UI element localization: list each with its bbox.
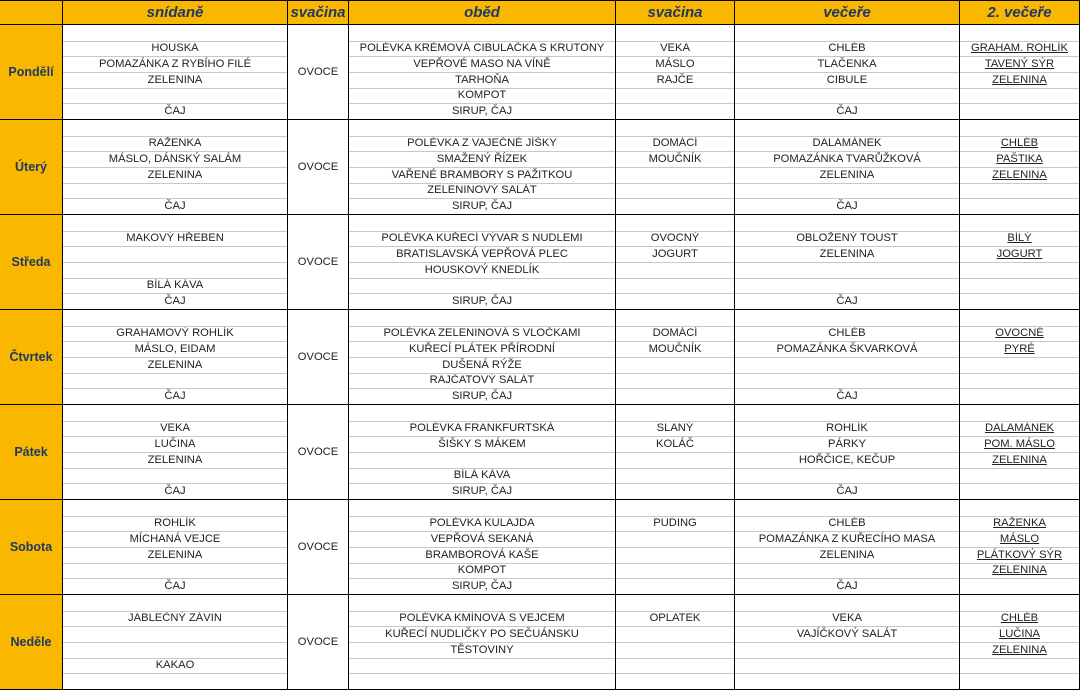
cell-snack-afternoon	[616, 547, 734, 563]
cell-snack-morning: OVOCE	[287, 120, 348, 215]
cell-second-dinner: CHLÉB	[960, 136, 1079, 152]
cell-second-dinner: JOGURT	[960, 246, 1079, 262]
cell-dinner	[735, 500, 959, 516]
cell-snack-afternoon: OPLATEK	[616, 611, 734, 627]
cell-snack-afternoon: KOLÁČ	[616, 436, 734, 452]
cell-second-dinner	[960, 215, 1079, 231]
cell-snack-afternoon: VEKA	[616, 41, 734, 57]
cell-snack-afternoon	[616, 452, 734, 468]
column-snack-afternoon	[615, 215, 734, 310]
cell-lunch: SIRUP, ČAJ	[349, 578, 615, 594]
cell-lunch: VEPŘOVÁ SEKANÁ	[349, 531, 615, 547]
cell-snack-afternoon	[616, 658, 734, 674]
cell-second-dinner: ZELENINA	[960, 642, 1079, 658]
cell-breakfast	[63, 673, 287, 689]
cell-breakfast: VEKA	[63, 421, 287, 437]
cell-snack-afternoon: RAJČE	[616, 72, 734, 88]
cell-lunch: SIRUP, ČAJ	[349, 483, 615, 499]
cell-second-dinner: ZELENINA	[960, 452, 1079, 468]
cell-lunch	[349, 673, 615, 689]
cell-snack-afternoon	[616, 215, 734, 231]
column-breakfast	[62, 500, 287, 595]
cell-snack-afternoon	[616, 278, 734, 294]
cell-second-dinner: OVOCNÉ	[960, 326, 1079, 342]
day-label: Čtvrtek	[0, 310, 62, 405]
column-second-dinner	[959, 595, 1080, 690]
cell-breakfast: ZELENINA	[63, 167, 287, 183]
column-lunch	[348, 120, 615, 215]
cell-breakfast: MÁSLO, DÁNSKÝ SALÁM	[63, 151, 287, 167]
cell-lunch: POLÉVKA Z VAJEČNÉ JÍŠKY	[349, 136, 615, 152]
cell-lunch: DUŠENÁ RÝŽE	[349, 357, 615, 373]
cell-breakfast	[63, 246, 287, 262]
cell-breakfast: ČAJ	[63, 293, 287, 309]
cell-dinner: PÁRKY	[735, 436, 959, 452]
column-snack-afternoon	[615, 405, 734, 500]
cell-snack-morning: OVOCE	[287, 595, 348, 690]
cell-breakfast: ROHLÍK	[63, 516, 287, 532]
cell-second-dinner	[960, 310, 1079, 326]
day-label: Pondělí	[0, 25, 62, 120]
header-lunch: oběd	[348, 0, 615, 25]
cell-second-dinner: LUČINA	[960, 626, 1079, 642]
column-second-dinner	[959, 215, 1080, 310]
cell-second-dinner	[960, 373, 1079, 389]
column-lunch	[348, 215, 615, 310]
cell-snack-afternoon	[616, 595, 734, 611]
header-snack-morning: svačina	[287, 0, 348, 25]
cell-dinner	[735, 310, 959, 326]
cell-dinner: CHLÉB	[735, 41, 959, 57]
cell-dinner: POMAZÁNKA Z KUŘECÍHO MASA	[735, 531, 959, 547]
cell-dinner: CIBULE	[735, 72, 959, 88]
cell-lunch: RAJČATOVÝ SALÁT	[349, 373, 615, 389]
cell-snack-afternoon	[616, 183, 734, 199]
cell-second-dinner: RAŽENKA	[960, 516, 1079, 532]
cell-snack-afternoon: DOMÁCÍ	[616, 326, 734, 342]
cell-breakfast: JABLEČNÝ ZÁVIN	[63, 611, 287, 627]
cell-lunch: KUŘECÍ NUDLIČKY PO SEČUÁNSKU	[349, 626, 615, 642]
cell-snack-afternoon: OVOCNÝ	[616, 231, 734, 247]
cell-snack-afternoon	[616, 293, 734, 309]
column-second-dinner	[959, 120, 1080, 215]
cell-breakfast	[63, 310, 287, 326]
column-dinner	[734, 215, 959, 310]
cell-breakfast	[63, 215, 287, 231]
cell-second-dinner	[960, 468, 1079, 484]
header-breakfast: snídaně	[62, 0, 287, 25]
column-breakfast	[62, 405, 287, 500]
cell-breakfast	[63, 120, 287, 136]
cell-breakfast	[63, 626, 287, 642]
cell-snack-afternoon	[616, 483, 734, 499]
column-snack-afternoon	[615, 500, 734, 595]
cell-snack-afternoon	[616, 673, 734, 689]
column-snack-afternoon	[615, 120, 734, 215]
cell-snack-afternoon	[616, 373, 734, 389]
cell-dinner: VAJÍČKOVÝ SALÁT	[735, 626, 959, 642]
cell-snack-afternoon	[616, 405, 734, 421]
cell-snack-afternoon	[616, 563, 734, 579]
cell-second-dinner	[960, 293, 1079, 309]
cell-second-dinner	[960, 673, 1079, 689]
cell-lunch: SIRUP, ČAJ	[349, 388, 615, 404]
cell-breakfast	[63, 405, 287, 421]
cell-dinner	[735, 563, 959, 579]
cell-dinner	[735, 25, 959, 41]
cell-lunch	[349, 278, 615, 294]
cell-dinner: ZELENINA	[735, 246, 959, 262]
cell-lunch: SIRUP, ČAJ	[349, 103, 615, 119]
cell-second-dinner	[960, 405, 1079, 421]
cell-lunch: POLÉVKA ZELENINOVÁ S VLOČKAMI	[349, 326, 615, 342]
cell-lunch: HOUSKOVÝ KNEDLÍK	[349, 262, 615, 278]
cell-breakfast	[63, 373, 287, 389]
cell-second-dinner	[960, 658, 1079, 674]
cell-snack-afternoon	[616, 262, 734, 278]
cell-lunch: BRAMBOROVÁ KAŠE	[349, 547, 615, 563]
cell-second-dinner	[960, 483, 1079, 499]
column-breakfast	[62, 310, 287, 405]
cell-dinner	[735, 357, 959, 373]
cell-dinner	[735, 120, 959, 136]
cell-breakfast	[63, 595, 287, 611]
column-second-dinner	[959, 500, 1080, 595]
cell-dinner: POMAZÁNKA TVARŮŽKOVÁ	[735, 151, 959, 167]
cell-snack-afternoon	[616, 103, 734, 119]
cell-second-dinner	[960, 183, 1079, 199]
column-dinner	[734, 25, 959, 120]
cell-second-dinner	[960, 595, 1079, 611]
column-second-dinner	[959, 405, 1080, 500]
cell-dinner	[735, 88, 959, 104]
column-lunch	[348, 25, 615, 120]
day-label: Pátek	[0, 405, 62, 500]
cell-second-dinner	[960, 388, 1079, 404]
cell-dinner: DALAMÁNEK	[735, 136, 959, 152]
column-dinner	[734, 500, 959, 595]
cell-snack-morning: OVOCE	[287, 25, 348, 120]
cell-lunch: TARHOŇA	[349, 72, 615, 88]
cell-second-dinner	[960, 262, 1079, 278]
cell-dinner	[735, 673, 959, 689]
cell-lunch	[349, 452, 615, 468]
cell-second-dinner: CHLÉB	[960, 611, 1079, 627]
day-label: Úterý	[0, 120, 62, 215]
header-snack-afternoon: svačina	[615, 0, 734, 25]
cell-second-dinner	[960, 578, 1079, 594]
cell-dinner	[735, 373, 959, 389]
cell-breakfast	[63, 468, 287, 484]
cell-lunch	[349, 595, 615, 611]
cell-lunch	[349, 25, 615, 41]
cell-snack-afternoon	[616, 198, 734, 214]
cell-dinner: ČAJ	[735, 103, 959, 119]
cell-breakfast	[63, 25, 287, 41]
cell-snack-afternoon	[616, 578, 734, 594]
cell-dinner: VEKA	[735, 611, 959, 627]
cell-lunch: BRATISLAVSKÁ VEPŘOVÁ PLEC	[349, 246, 615, 262]
cell-lunch: ZELENINOVÝ SALÁT	[349, 183, 615, 199]
cell-snack-morning: OVOCE	[287, 310, 348, 405]
cell-snack-afternoon	[616, 626, 734, 642]
cell-second-dinner: PAŠTIKA	[960, 151, 1079, 167]
cell-lunch: VAŘENÉ BRAMBORY S PAŽITKOU	[349, 167, 615, 183]
day-label: Neděle	[0, 595, 62, 690]
cell-lunch: POLÉVKA KMÍNOVÁ S VEJCEM	[349, 611, 615, 627]
cell-snack-morning: OVOCE	[287, 500, 348, 595]
cell-breakfast: ČAJ	[63, 103, 287, 119]
cell-breakfast: ZELENINA	[63, 452, 287, 468]
cell-breakfast	[63, 262, 287, 278]
cell-breakfast	[63, 183, 287, 199]
cell-lunch: ŠIŠKY S MÁKEM	[349, 436, 615, 452]
column-dinner	[734, 595, 959, 690]
cell-breakfast: GRAHAMOVÝ ROHLÍK	[63, 326, 287, 342]
cell-dinner: ZELENINA	[735, 547, 959, 563]
cell-breakfast: ČAJ	[63, 388, 287, 404]
cell-dinner: ČAJ	[735, 198, 959, 214]
cell-second-dinner: GRAHAM. ROHLÍK	[960, 41, 1079, 57]
cell-lunch: VEPŘOVÉ MASO NA VÍNĚ	[349, 56, 615, 72]
cell-dinner	[735, 183, 959, 199]
cell-lunch	[349, 405, 615, 421]
cell-breakfast: ČAJ	[63, 198, 287, 214]
cell-second-dinner: ZELENINA	[960, 167, 1079, 183]
cell-breakfast: MÍCHANÁ VEJCE	[63, 531, 287, 547]
cell-lunch	[349, 500, 615, 516]
cell-dinner	[735, 642, 959, 658]
cell-lunch: POLÉVKA KUŘECÍ VÝVAR S NUDLEMI	[349, 231, 615, 247]
cell-lunch: SIRUP, ČAJ	[349, 293, 615, 309]
cell-second-dinner	[960, 103, 1079, 119]
cell-breakfast	[63, 563, 287, 579]
cell-dinner: OBLOŽENÝ TOUST	[735, 231, 959, 247]
cell-snack-afternoon	[616, 167, 734, 183]
cell-dinner: ZELENINA	[735, 167, 959, 183]
cell-breakfast: LUČINA	[63, 436, 287, 452]
column-snack-afternoon	[615, 595, 734, 690]
cell-dinner: ČAJ	[735, 483, 959, 499]
cell-snack-afternoon	[616, 531, 734, 547]
cell-lunch: SMAŽENÝ ŘÍZEK	[349, 151, 615, 167]
column-lunch	[348, 405, 615, 500]
column-second-dinner	[959, 25, 1080, 120]
cell-snack-morning: OVOCE	[287, 405, 348, 500]
cell-lunch: POLÉVKA KRÉMOVÁ CIBULAČKA S KRUTONY	[349, 41, 615, 57]
cell-lunch: KOMPOT	[349, 563, 615, 579]
cell-breakfast: RAŽENKA	[63, 136, 287, 152]
cell-snack-afternoon: MOUČNÍK	[616, 151, 734, 167]
column-lunch	[348, 595, 615, 690]
column-breakfast	[62, 595, 287, 690]
column-lunch	[348, 310, 615, 405]
cell-dinner: CHLÉB	[735, 516, 959, 532]
cell-breakfast: ČAJ	[63, 483, 287, 499]
column-second-dinner	[959, 310, 1080, 405]
column-dinner	[734, 120, 959, 215]
cell-second-dinner	[960, 357, 1079, 373]
column-snack-afternoon	[615, 310, 734, 405]
cell-dinner: ČAJ	[735, 293, 959, 309]
column-dinner	[734, 310, 959, 405]
cell-dinner	[735, 595, 959, 611]
cell-snack-afternoon	[616, 25, 734, 41]
cell-second-dinner	[960, 120, 1079, 136]
cell-breakfast: HOUSKA	[63, 41, 287, 57]
cell-dinner: ČAJ	[735, 388, 959, 404]
column-lunch	[348, 500, 615, 595]
column-dinner	[734, 405, 959, 500]
cell-dinner	[735, 278, 959, 294]
cell-dinner: ROHLÍK	[735, 421, 959, 437]
cell-snack-afternoon	[616, 120, 734, 136]
cell-breakfast: MAKOVÝ HŘEBEN	[63, 231, 287, 247]
cell-dinner: TLAČENKA	[735, 56, 959, 72]
cell-second-dinner	[960, 278, 1079, 294]
cell-dinner	[735, 405, 959, 421]
cell-lunch	[349, 215, 615, 231]
cell-dinner	[735, 658, 959, 674]
cell-dinner: CHLÉB	[735, 326, 959, 342]
cell-snack-afternoon	[616, 388, 734, 404]
day-label: Sobota	[0, 500, 62, 595]
cell-dinner	[735, 262, 959, 278]
cell-breakfast	[63, 642, 287, 658]
header-corner	[0, 0, 62, 25]
cell-second-dinner: ZELENINA	[960, 563, 1079, 579]
day-label: Středa	[0, 215, 62, 310]
header-dinner: večeře	[734, 0, 959, 25]
cell-dinner: POMAZÁNKA ŠKVARKOVÁ	[735, 341, 959, 357]
column-breakfast	[62, 120, 287, 215]
cell-snack-afternoon: PUDING	[616, 516, 734, 532]
cell-breakfast: ZELENINA	[63, 72, 287, 88]
cell-breakfast: MÁSLO, EIDAM	[63, 341, 287, 357]
cell-snack-afternoon	[616, 642, 734, 658]
cell-second-dinner: PLÁTKOVÝ SÝR	[960, 547, 1079, 563]
column-snack-afternoon	[615, 25, 734, 120]
cell-second-dinner: PYRÉ	[960, 341, 1079, 357]
cell-lunch: TĚSTOVINY	[349, 642, 615, 658]
cell-second-dinner: MÁSLO	[960, 531, 1079, 547]
cell-dinner: ČAJ	[735, 578, 959, 594]
cell-breakfast: BÍLÁ KÁVA	[63, 278, 287, 294]
cell-breakfast: ČAJ	[63, 578, 287, 594]
cell-second-dinner: DALAMÁNEK	[960, 421, 1079, 437]
cell-lunch	[349, 310, 615, 326]
cell-second-dinner	[960, 25, 1079, 41]
cell-lunch: POLÉVKA FRANKFURTSKÁ	[349, 421, 615, 437]
cell-breakfast: ZELENINA	[63, 357, 287, 373]
column-breakfast	[62, 215, 287, 310]
cell-second-dinner: BÍLÝ	[960, 231, 1079, 247]
cell-snack-afternoon: MÁSLO	[616, 56, 734, 72]
cell-lunch	[349, 120, 615, 136]
cell-second-dinner: ZELENINA	[960, 72, 1079, 88]
cell-breakfast: POMAZÁNKA Z RYBÍHO FILÉ	[63, 56, 287, 72]
cell-snack-afternoon	[616, 310, 734, 326]
cell-snack-morning: OVOCE	[287, 215, 348, 310]
cell-dinner: HOŘČICE, KEČUP	[735, 452, 959, 468]
cell-breakfast	[63, 500, 287, 516]
cell-lunch: POLÉVKA KULAJDA	[349, 516, 615, 532]
cell-snack-afternoon	[616, 357, 734, 373]
column-breakfast	[62, 25, 287, 120]
cell-breakfast	[63, 88, 287, 104]
cell-snack-afternoon	[616, 88, 734, 104]
cell-snack-afternoon: SLANÝ	[616, 421, 734, 437]
header-second-dinner: 2. večeře	[959, 0, 1080, 25]
cell-snack-afternoon	[616, 500, 734, 516]
cell-second-dinner: POM. MÁSLO	[960, 436, 1079, 452]
cell-second-dinner	[960, 198, 1079, 214]
cell-dinner	[735, 468, 959, 484]
cell-second-dinner	[960, 500, 1079, 516]
cell-lunch	[349, 658, 615, 674]
cell-breakfast: KAKAO	[63, 658, 287, 674]
cell-lunch: KOMPOT	[349, 88, 615, 104]
cell-snack-afternoon: JOGURT	[616, 246, 734, 262]
cell-snack-afternoon	[616, 468, 734, 484]
cell-snack-afternoon: DOMÁCÍ	[616, 136, 734, 152]
cell-breakfast: ZELENINA	[63, 547, 287, 563]
cell-lunch: SIRUP, ČAJ	[349, 198, 615, 214]
cell-dinner	[735, 215, 959, 231]
cell-lunch: BÍLÁ KÁVA	[349, 468, 615, 484]
cell-snack-afternoon: MOUČNÍK	[616, 341, 734, 357]
cell-lunch: KUŘECÍ PLÁTEK PŘÍRODNÍ	[349, 341, 615, 357]
cell-second-dinner: TAVENÝ SÝR	[960, 56, 1079, 72]
cell-second-dinner	[960, 88, 1079, 104]
